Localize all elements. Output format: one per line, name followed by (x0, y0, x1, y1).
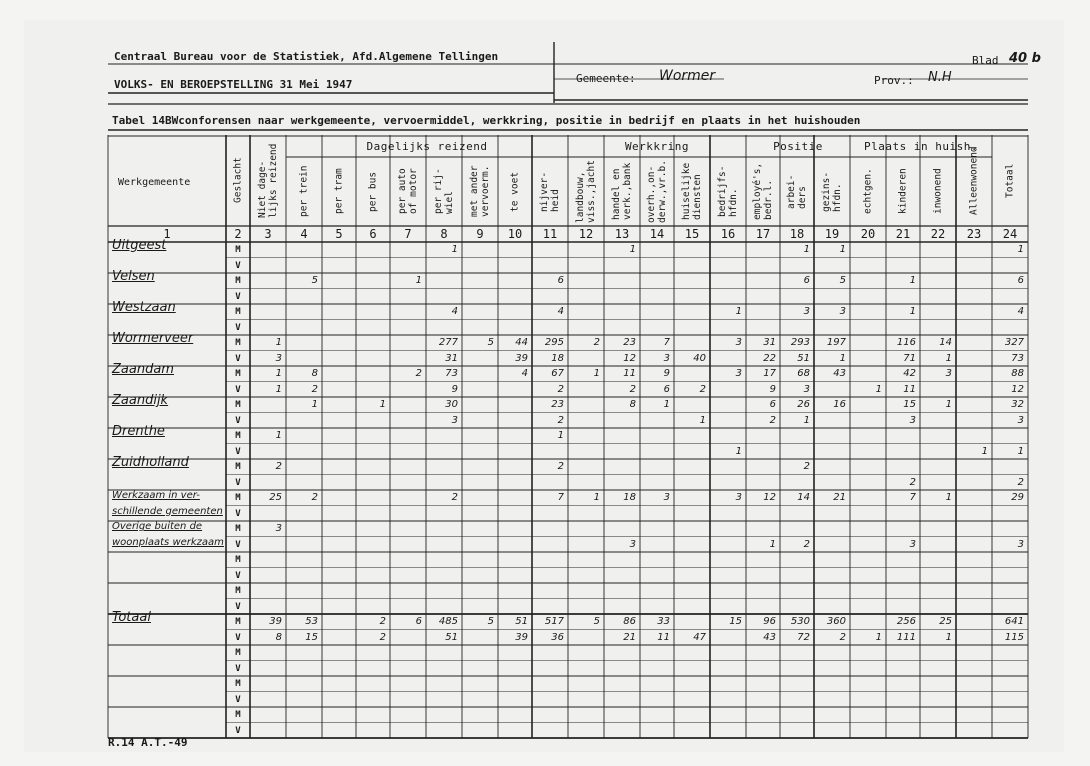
table-cell: 43 (833, 368, 846, 379)
sex-label: M (235, 462, 241, 472)
row-label: Westzaan (112, 300, 176, 315)
column-header: overh.,on- derw.,vr.b. (646, 160, 668, 223)
table-cell: 29 (1011, 492, 1024, 503)
sex-label: M (235, 586, 241, 596)
table-cell: 4 (1017, 306, 1024, 317)
table-cell: 1 (379, 399, 386, 410)
sex-label: M (235, 307, 241, 317)
row-label: Drenthe (112, 424, 165, 439)
table-cell: 1 (875, 383, 882, 395)
table-cell: 3 (803, 383, 810, 395)
column-number: 17 (755, 227, 771, 241)
table-cell: 4 (557, 306, 564, 317)
table-cell: 11 (903, 383, 916, 395)
table-cell: 5 (839, 275, 846, 286)
table-cell: 14 (797, 492, 810, 503)
table-cell: 6 (803, 275, 810, 286)
column-number: 4 (300, 227, 308, 241)
table-cell: 14 (939, 337, 952, 348)
table-cell: 7 (557, 492, 564, 503)
table-cell: 530 (790, 616, 810, 627)
column-number: 23 (966, 227, 982, 241)
sex-label: M (235, 524, 241, 534)
column-number: 18 (789, 227, 805, 241)
table-cell: 73 (445, 368, 458, 379)
table-cell: 51 (445, 631, 458, 643)
form-code: R.14 A.T.-49 (108, 736, 188, 749)
blad-label: Blad (972, 54, 999, 67)
row-label: Velsen (112, 269, 155, 284)
sex-label: V (235, 570, 241, 581)
table-cell: 6 (1017, 275, 1024, 286)
sex-label: V (235, 384, 241, 395)
table-cell: 2 (803, 461, 810, 472)
table-cell: 2 (593, 337, 600, 348)
group-header: Positie (773, 140, 823, 153)
table-cell: 517 (544, 616, 564, 627)
table-cell: 2 (415, 368, 422, 379)
table-cell: 1 (1017, 244, 1024, 255)
table-cell: 2 (557, 383, 564, 395)
column-number: 15 (684, 227, 700, 241)
table-cell: 16 (833, 399, 846, 410)
table-cell: 2 (557, 461, 564, 472)
table-cell: 2 (311, 492, 318, 503)
table-cell: 12 (763, 492, 776, 503)
sex-label: M (235, 493, 241, 503)
table-cell: 1 (593, 368, 600, 379)
column-number: 9 (476, 227, 484, 241)
table-cell: 3 (663, 492, 670, 503)
table-cell: 1 (839, 352, 846, 364)
table-cell: 36 (551, 631, 564, 643)
table-cell: 9 (769, 383, 776, 395)
sex-label: V (235, 415, 241, 426)
sex-label: M (235, 400, 241, 410)
table-cell: 25 (269, 492, 282, 503)
column-header: handel en verk.,bank (611, 162, 633, 221)
table-cell: 2 (379, 631, 386, 643)
table-cell: 1 (945, 399, 952, 410)
sex-label: V (235, 694, 241, 705)
column-header: met ander vervoerm. (469, 165, 491, 218)
row-label: schillende gemeenten (112, 505, 223, 517)
table-cell: 15 (305, 631, 318, 643)
column-number: 19 (824, 227, 840, 241)
table-cell: 23 (551, 399, 564, 410)
table-cell: 3 (451, 414, 458, 426)
table-cell: 39 (269, 616, 282, 627)
column-number: 10 (507, 227, 523, 241)
row-label: Overige buiten de (112, 521, 203, 532)
column-header: huiselijke diensten (681, 162, 703, 221)
column-header: te voet (509, 171, 521, 212)
column-header: inwonend (932, 168, 944, 215)
table-cell: 15 (729, 616, 742, 627)
table-cell: 5 (487, 337, 494, 348)
table-cell: 1 (593, 492, 600, 503)
table-cell: 256 (896, 616, 916, 627)
table-cell: 1 (945, 492, 952, 503)
sex-label: M (235, 369, 241, 379)
group-header: Plaats in huish. (864, 140, 978, 153)
table-cell: 1 (981, 445, 988, 457)
table-cell: 1 (909, 306, 916, 317)
sex-label: M (235, 679, 241, 689)
row-label: Wormerveer (112, 331, 194, 346)
table-cell: 18 (623, 492, 636, 503)
prov-value: N.H (928, 70, 952, 85)
table-cell: 1 (735, 445, 742, 457)
column-number: 8 (440, 227, 448, 241)
sex-label: V (235, 291, 241, 302)
column-header: per rij- wiel (433, 168, 455, 215)
table-cell: 11 (657, 631, 670, 643)
table-cell: 1 (629, 244, 636, 255)
column-header: per tram (333, 168, 345, 215)
table-cell: 1 (557, 430, 564, 441)
column-number: 24 (1002, 227, 1018, 241)
column-header: nijver- heid (539, 171, 561, 212)
table-cell: 26 (797, 399, 810, 410)
table-cell: 4 (451, 306, 458, 317)
table-cell: 641 (1004, 616, 1024, 627)
werkgemeente-header: Werkgemeente (118, 177, 191, 188)
table-cell: 1 (663, 399, 670, 410)
table-cell: 51 (797, 352, 810, 364)
table-cell: 68 (797, 368, 810, 379)
table-cell: 3 (945, 368, 952, 379)
sex-label: M (235, 431, 241, 441)
column-header: employé's, bedr.l. (752, 162, 774, 221)
table-cell: 3 (909, 538, 916, 550)
sex-label: V (235, 632, 241, 643)
table-cell: 8 (629, 399, 636, 410)
sex-label: V (235, 260, 241, 271)
table-cell: 9 (663, 368, 670, 379)
table-cell: 71 (903, 352, 916, 364)
table-cell: 23 (623, 337, 636, 348)
table-cell: 31 (763, 337, 776, 348)
column-header: Totaal (1004, 163, 1016, 198)
table-cell: 86 (623, 616, 636, 627)
total-label: Totaal (112, 610, 151, 625)
sex-label: V (235, 539, 241, 550)
column-header: kinderen (897, 168, 909, 215)
table-cell: 5 (593, 616, 600, 627)
table-cell: 2 (275, 461, 282, 472)
table-cell: 1 (451, 244, 458, 255)
table-cell: 327 (1004, 337, 1024, 348)
table-cell: 32 (1011, 399, 1024, 410)
table-cell: 2 (699, 383, 706, 395)
census-title: VOLKS- EN BEROEPSTELLING 31 Mei 1947 (114, 78, 353, 91)
table-cell: 1 (735, 306, 742, 317)
table-cell: 43 (763, 631, 776, 643)
blad-value: 40 b (1009, 51, 1041, 66)
table-cell: 6 (663, 383, 670, 395)
table-cell: 44 (515, 337, 528, 348)
table-cell: 295 (544, 337, 564, 348)
sex-label: V (235, 725, 241, 736)
column-header: landbouw, viss.,jacht (575, 160, 597, 223)
table-cell: 197 (826, 337, 846, 348)
table-cell: 17 (763, 368, 776, 379)
table-cell: 6 (557, 275, 564, 286)
table-cell: 96 (763, 616, 776, 627)
row-label: Zuidholland (112, 455, 189, 470)
table-cell: 18 (551, 352, 564, 364)
table-cell: 2 (803, 538, 810, 550)
column-header: echtgen. (862, 168, 874, 215)
census-form (24, 20, 1064, 752)
gemeente-value: Wormer (659, 68, 716, 84)
table-cell: 8 (311, 368, 318, 379)
table-cell: 3 (1017, 414, 1024, 426)
sex-label: M (235, 276, 241, 286)
table-cell: 51 (515, 616, 528, 627)
column-header: per bus (367, 171, 379, 212)
column-number: 22 (930, 227, 946, 241)
sex-label: V (235, 508, 241, 519)
table-cell: 1 (839, 244, 846, 255)
column-number: 20 (860, 227, 876, 241)
table-cell: 1 (275, 368, 282, 379)
table-cell: 1 (803, 414, 810, 426)
table-cell: 1 (415, 275, 422, 286)
column-number: 6 (369, 227, 377, 241)
table-cell: 12 (1011, 383, 1024, 395)
table-cell: 115 (1004, 631, 1024, 643)
column-header: Alleenwonend (968, 146, 980, 215)
table-cell: 3 (909, 414, 916, 426)
table-cell: 3 (275, 523, 282, 534)
table-cell: 88 (1011, 368, 1024, 379)
table-cell: 73 (1011, 352, 1024, 364)
table-cell: 3 (1017, 538, 1024, 550)
gemeente-label: Gemeente: (576, 72, 636, 85)
table-cell: 485 (438, 616, 458, 627)
column-number: 13 (614, 227, 630, 241)
table-cell: 39 (515, 631, 528, 643)
table-cell: 2 (769, 414, 776, 426)
table-title: Tabel 14BWconforensen naar werkgemeente, vervoermiddel, werkkring, positie in bedrijf en plaats in het huishouden (112, 114, 861, 127)
row-label: Uitgeest (112, 238, 167, 253)
table-cell: 53 (305, 616, 318, 627)
table-cell: 47 (693, 631, 706, 643)
column-number: 12 (578, 227, 594, 241)
table-cell: 31 (445, 352, 458, 364)
table-cell: 1 (699, 414, 706, 426)
table-cell: 293 (790, 337, 810, 348)
table-cell: 2 (909, 476, 916, 488)
column-number: 7 (404, 227, 412, 241)
bureau-title: Centraal Bureau voor de Statistiek, Afd.Algemene Tellingen (114, 50, 499, 63)
table-cell: 39 (515, 352, 528, 364)
table-cell: 12 (623, 352, 636, 364)
table-cell: 5 (311, 275, 318, 286)
column-number: 2 (234, 227, 242, 241)
table-cell: 7 (909, 492, 916, 503)
table-cell: 1 (875, 631, 882, 643)
sex-label: M (235, 617, 241, 627)
column-number: 5 (335, 227, 343, 241)
table-cell: 7 (663, 337, 670, 348)
table-cell: 1 (275, 430, 282, 441)
table-cell: 1 (1017, 445, 1024, 457)
sex-label: V (235, 601, 241, 612)
table-cell: 6 (415, 616, 422, 627)
prov-label: Prov.: (874, 74, 914, 87)
table-cell: 2 (1017, 476, 1024, 488)
column-number: 14 (649, 227, 665, 241)
table-cell: 2 (839, 631, 846, 643)
table-cell: 40 (693, 352, 706, 364)
table-cell: 3 (735, 368, 742, 379)
column-header: per trein (298, 165, 310, 218)
sex-label: M (235, 245, 241, 255)
table-cell: 6 (769, 399, 776, 410)
table-cell: 2 (379, 616, 386, 627)
table-cell: 5 (487, 616, 494, 627)
table-cell: 11 (623, 368, 636, 379)
sex-label: V (235, 353, 241, 364)
table-cell: 3 (839, 306, 846, 317)
column-number: 21 (895, 227, 911, 241)
column-number: 1 (163, 227, 171, 241)
table-cell: 42 (903, 368, 916, 379)
table-cell: 3 (735, 492, 742, 503)
column-number: 11 (542, 227, 558, 241)
table-cell: 1 (909, 275, 916, 286)
table-cell: 1 (945, 631, 952, 643)
sex-label: M (235, 710, 241, 720)
table-cell: 15 (903, 399, 916, 410)
sex-label: V (235, 322, 241, 333)
table-cell: 67 (551, 368, 564, 379)
sex-label: M (235, 648, 241, 658)
table-cell: 1 (945, 352, 952, 364)
table-cell: 4 (521, 368, 528, 379)
table-cell: 33 (657, 616, 670, 627)
table-cell: 116 (896, 337, 916, 348)
table-cell: 1 (311, 399, 318, 410)
column-header: gezins- hfdn. (821, 171, 843, 212)
column-header: Geslacht (232, 157, 244, 204)
table-cell: 2 (311, 383, 318, 395)
row-label: woonplaats werkzaam (112, 536, 224, 548)
row-label: Zaandijk (112, 393, 169, 408)
table-cell: 21 (833, 492, 846, 503)
column-header: Niet dage- lijks reizend (257, 143, 279, 218)
table-cell: 360 (826, 616, 846, 627)
table-cell: 1 (769, 538, 776, 550)
table-cell: 2 (557, 414, 564, 426)
sex-label: V (235, 663, 241, 674)
column-header: bedrijfs- hfdn. (717, 165, 739, 218)
table-cell: 3 (275, 352, 282, 364)
table-cell: 21 (623, 631, 636, 643)
column-number: 16 (720, 227, 736, 241)
table-cell: 30 (445, 399, 458, 410)
table-cell: 3 (803, 306, 810, 317)
row-label: Werkzaam in ver- (112, 490, 200, 501)
table-cell: 22 (763, 352, 776, 364)
table-cell: 3 (663, 352, 670, 364)
table-cell: 1 (275, 383, 282, 395)
row-label: Zaandam (112, 362, 174, 377)
table-cell: 3 (735, 337, 742, 348)
table-cell: 277 (438, 337, 458, 348)
sex-label: M (235, 555, 241, 565)
column-header: arbei- ders (786, 174, 808, 209)
column-number: 3 (264, 227, 272, 241)
table-cell: 2 (451, 492, 458, 503)
table-cell: 25 (939, 616, 952, 627)
group-header: Dagelijks reizend (366, 140, 488, 153)
table-cell: 8 (275, 631, 282, 643)
sex-label: V (235, 477, 241, 488)
table-cell: 72 (797, 631, 810, 643)
column-header: per auto of motor (397, 168, 419, 215)
table-cell: 1 (275, 337, 282, 348)
sex-label: M (235, 338, 241, 348)
group-header: Werkkring (624, 140, 690, 153)
table-cell: 1 (803, 244, 810, 255)
table-cell: 111 (896, 631, 916, 643)
sex-label: V (235, 446, 241, 457)
table-cell: 2 (629, 383, 636, 395)
table-cell: 9 (451, 383, 458, 395)
table-cell: 3 (629, 538, 636, 550)
